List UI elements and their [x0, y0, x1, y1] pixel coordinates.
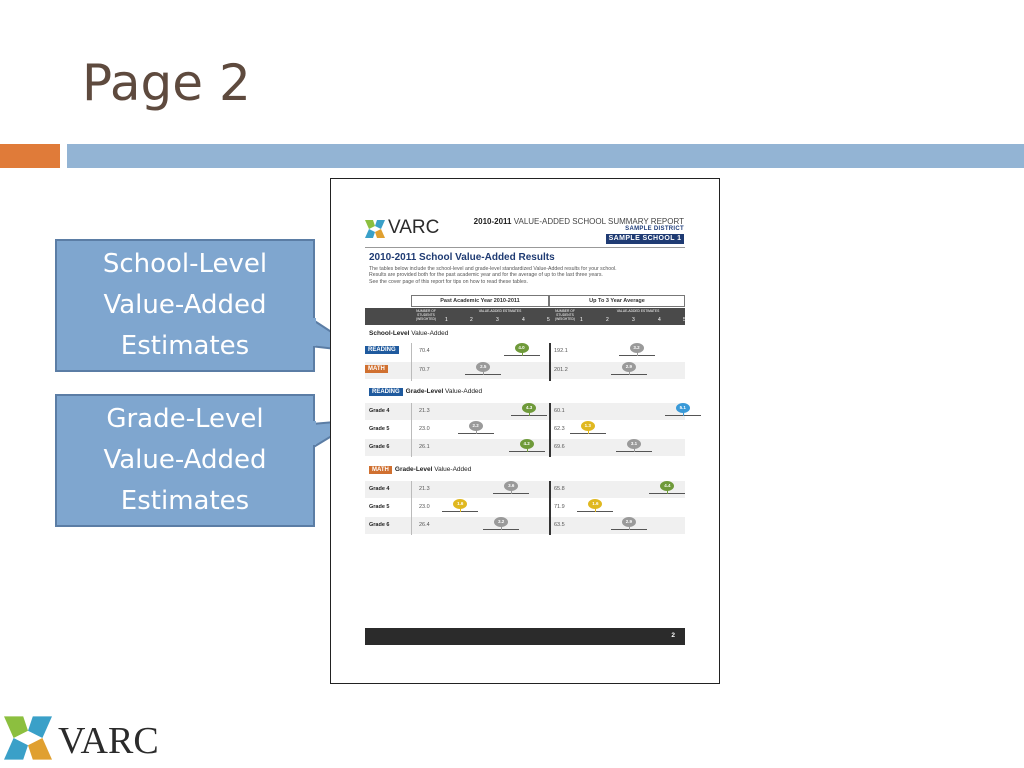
- col-students-left: NUMBER OF STUDENTS (WEIGHTED): [416, 309, 436, 321]
- callout-line: School-Level: [102, 249, 268, 279]
- students-count: 192.1: [554, 348, 568, 354]
- grade-label: Grade 5: [369, 504, 390, 510]
- scale-tick: 5: [547, 317, 550, 323]
- report-footer: [365, 628, 685, 645]
- scale-tick: 4: [658, 317, 661, 323]
- callout-school-level: [55, 239, 315, 372]
- students-count: 70.7: [419, 367, 430, 373]
- callout-line: Value-Added: [103, 290, 267, 320]
- students-count: 70.4: [419, 348, 430, 354]
- panel-divider: [549, 343, 551, 381]
- section-label-rest: Value-Added: [409, 330, 449, 337]
- value-added-marker: 1.6: [588, 499, 602, 509]
- reading-badge: READING: [369, 388, 403, 396]
- school-level-label: [369, 330, 448, 337]
- grade-label: Grade 6: [369, 444, 390, 450]
- value-added-marker: 1.3: [581, 421, 595, 431]
- students-count: 65.8: [554, 486, 565, 492]
- math-grade-label: [369, 466, 471, 474]
- panel-divider: [549, 403, 551, 457]
- value-added-marker: 2.9: [622, 362, 636, 372]
- callout-line: Estimates: [120, 331, 250, 361]
- students-count: 62.3: [554, 426, 565, 432]
- value-added-marker: 3.2: [494, 517, 508, 527]
- scale-tick: 1: [580, 317, 583, 323]
- scale-tick: 4: [522, 317, 525, 323]
- students-count: 60.1: [554, 408, 565, 414]
- varc-logo-icon: [365, 220, 385, 238]
- report-title-text: VALUE-ADDED SCHOOL SUMMARY REPORT: [513, 217, 684, 226]
- report-logo-text: VARC: [388, 217, 440, 238]
- math-badge: MATH: [365, 365, 388, 373]
- value-added-marker: 4.3: [522, 403, 536, 413]
- table-row: [365, 421, 685, 438]
- value-added-marker: 2.9: [622, 517, 636, 527]
- grade-label: Grade 6: [369, 522, 390, 528]
- report-year: 2010-2011: [473, 217, 512, 226]
- value-added-marker: 1.6: [453, 499, 467, 509]
- students-count: 21.3: [419, 408, 430, 414]
- accent-bar-blue: [67, 144, 1024, 168]
- scale-tick: 1: [445, 317, 448, 323]
- table-row: [365, 499, 685, 516]
- accent-bar-orange: [0, 144, 60, 168]
- report-logo: [365, 217, 439, 239]
- value-added-marker: 2.5: [476, 362, 490, 372]
- students-count: 23.0: [419, 426, 430, 432]
- scale-tick: 3: [632, 317, 635, 323]
- report-school: SAMPLE SCHOOL 1: [606, 234, 684, 244]
- col-estimates-right: VALUE-ADDED ESTIMATES: [616, 309, 660, 313]
- section-label-bold: School-Level: [369, 330, 410, 337]
- callout-pointer-school-fix: [312, 318, 316, 346]
- table-row: [365, 517, 685, 534]
- value-added-marker: 4.2: [520, 439, 534, 449]
- page-number: 2: [671, 632, 675, 639]
- students-count: 26.4: [419, 522, 430, 528]
- students-count: 71.9: [554, 504, 565, 510]
- reading-badge: READING: [365, 346, 399, 354]
- section-label-rest: Value-Added: [443, 388, 483, 395]
- varc-logo-text: VARC: [58, 720, 159, 762]
- scale-tick: 3: [496, 317, 499, 323]
- scale-tick: 5: [683, 317, 686, 323]
- reading-grade-label: [369, 388, 482, 396]
- callout-pointer-grade-fix: [312, 421, 316, 445]
- panel-three-year: Up To 3 Year Average: [549, 295, 685, 307]
- grade-label: Grade 5: [369, 426, 390, 432]
- varc-logo-icon: [4, 714, 52, 762]
- value-added-marker: 2.2: [469, 421, 483, 431]
- column-divider: [411, 481, 412, 535]
- value-added-marker: 3.6: [504, 481, 518, 491]
- intro-line: The tables below include the school-level and grade-level standardized Value-Added results for your school.: [369, 266, 617, 272]
- value-added-marker: 5.1: [676, 403, 690, 413]
- panel-past-year: Past Academic Year 2010-2011: [411, 295, 549, 307]
- students-count: 69.6: [554, 444, 565, 450]
- value-added-marker: 3.1: [627, 439, 641, 449]
- callout-line: Value-Added: [103, 445, 267, 475]
- scale-tick: 2: [470, 317, 473, 323]
- varc-logo: [4, 714, 159, 767]
- students-count: 201.2: [554, 367, 568, 373]
- col-students-right: NUMBER OF STUDENTS (WEIGHTED): [555, 309, 575, 321]
- col-estimates-left: VALUE-ADDED ESTIMATES: [478, 309, 522, 313]
- slide-title: Page 2: [82, 54, 251, 112]
- grade-label: Grade 4: [369, 408, 390, 414]
- section-label-bold: Grade-Level: [405, 388, 444, 395]
- report-title: [474, 217, 684, 226]
- value-added-marker: 4.0: [515, 343, 529, 353]
- callout-grade-level: [55, 394, 315, 527]
- report-intro: [369, 266, 687, 285]
- column-divider: [411, 343, 412, 381]
- section-label-rest: Value-Added: [432, 466, 472, 473]
- intro-line: See the cover page of this report for tips on how to read these tables.: [369, 278, 528, 285]
- value-added-marker: 4.4: [660, 481, 674, 491]
- math-badge: MATH: [369, 466, 392, 474]
- value-added-marker: 3.2: [630, 343, 644, 353]
- students-count: 23.0: [419, 504, 430, 510]
- students-count: 63.5: [554, 522, 565, 528]
- report-page: [330, 178, 720, 684]
- report-heading: 2010-2011 School Value-Added Results: [369, 252, 555, 263]
- students-count: 26.1: [419, 444, 430, 450]
- grade-label: Grade 4: [369, 486, 390, 492]
- table-row: [365, 481, 685, 498]
- report-district: SAMPLE DISTRICT: [625, 226, 684, 232]
- callout-line: Grade-Level: [106, 404, 264, 434]
- callout-line: Estimates: [120, 486, 250, 516]
- table-row: [365, 362, 685, 379]
- scale-tick: 2: [606, 317, 609, 323]
- divider: [365, 247, 685, 248]
- panel-divider: [549, 481, 551, 535]
- column-divider: [411, 403, 412, 457]
- intro-line: Results are provided both for the past academic year and for the average of up to the last three years.: [369, 272, 603, 279]
- students-count: 21.3: [419, 486, 430, 492]
- column-header: [365, 308, 685, 325]
- section-label-bold: Grade-Level: [394, 466, 433, 473]
